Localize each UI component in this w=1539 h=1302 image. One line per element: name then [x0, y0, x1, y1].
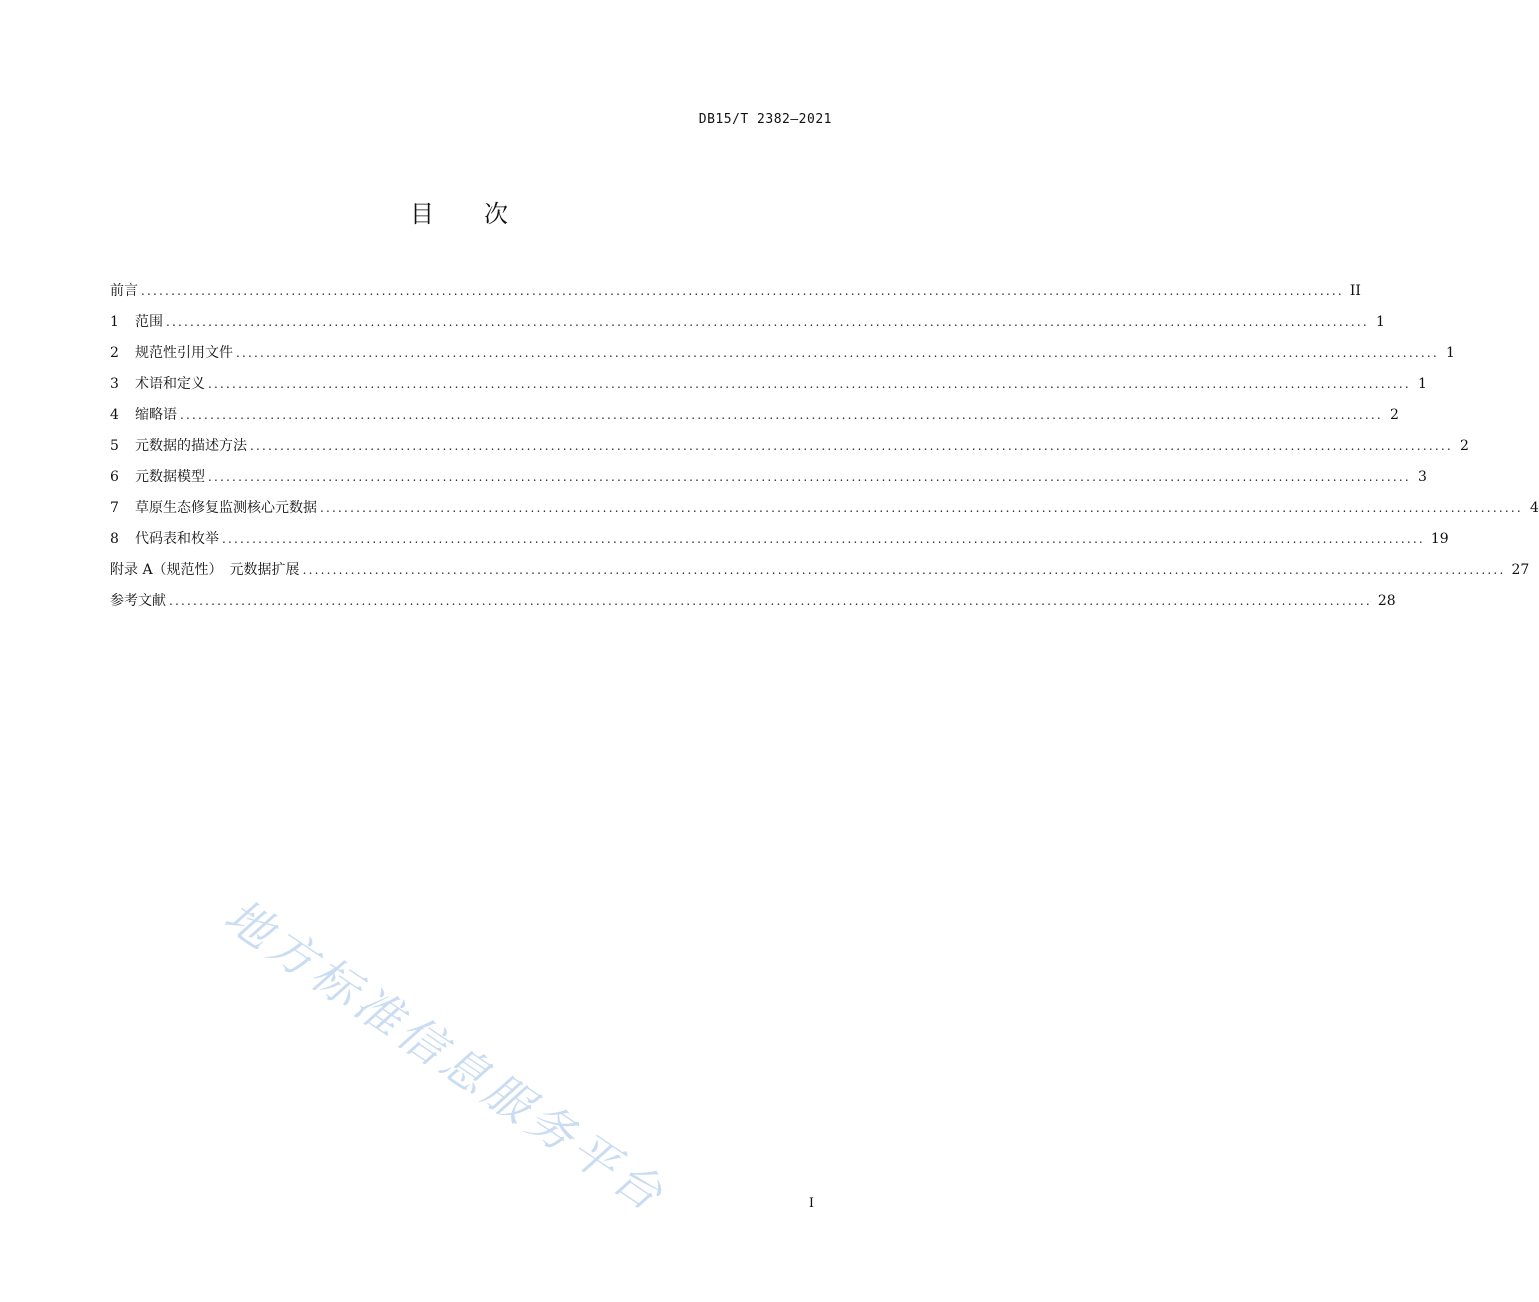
toc-leader-dots: ........................................................................................................................................................................................................: [222, 532, 1425, 546]
toc-entry-text: 代码表和枚举: [135, 531, 219, 547]
toc-leader-dots: ........................................................................................................................................................................................................: [250, 439, 1453, 453]
toc-entry-number: 4: [110, 407, 119, 423]
toc-entry-number: 7: [110, 500, 119, 516]
toc-entry-metadata-model[interactable]: [110, 465, 1427, 496]
toc-entry-text: 范围: [135, 314, 163, 330]
toc-entry-text: 缩略语: [135, 407, 177, 423]
toc-entry-page: 28: [1377, 593, 1396, 609]
toc-entry-scope[interactable]: [110, 310, 1385, 341]
toc-entry-text: 规范性引用文件: [135, 345, 233, 361]
toc-title-char-2: 次: [484, 200, 510, 228]
toc-title-char-1: 目: [410, 200, 436, 228]
toc-entry-page: 1: [1375, 314, 1385, 330]
table-of-contents: [110, 279, 1539, 620]
toc-entry-core-metadata[interactable]: [110, 496, 1539, 527]
toc-leader-dots: ........................................................................................................................................................................................................: [169, 594, 1372, 608]
toc-entry-page: II: [1349, 283, 1361, 299]
toc-entry-text: 附录 A（规范性） 元数据扩展: [110, 562, 300, 578]
watermark: 地方标准信息服务平台: [215, 888, 677, 1224]
toc-leader-dots: ........................................................................................................................................................................................................: [166, 315, 1369, 329]
toc-leader-dots: ........................................................................................................................................................................................................: [180, 408, 1383, 422]
toc-leader-dots: ........................................................................................................................................................................................................: [208, 470, 1411, 484]
toc-entry-number: 8: [110, 531, 119, 547]
toc-entry-page: 3: [1417, 469, 1427, 485]
toc-leader-dots: ........................................................................................................................................................................................................: [236, 346, 1439, 360]
toc-entry-number: 6: [110, 469, 119, 485]
toc-entry-abbreviations[interactable]: [110, 403, 1399, 434]
toc-leader-dots: ........................................................................................................................................................................................................: [208, 377, 1411, 391]
toc-entry-number: 2: [110, 345, 119, 361]
toc-title: [0, 194, 920, 229]
toc-entry-description-method[interactable]: [110, 434, 1469, 465]
toc-entry-page: 2: [1389, 407, 1399, 423]
toc-entry-number: 3: [110, 376, 119, 392]
toc-entry-foreword[interactable]: [110, 279, 1361, 310]
toc-entry-text: 元数据的描述方法: [135, 438, 247, 454]
toc-leader-dots: ........................................................................................................................................................................................................: [320, 501, 1523, 515]
toc-entry-code-lists[interactable]: [110, 527, 1449, 558]
toc-entry-page: 19: [1430, 531, 1449, 547]
toc-entry-text: 术语和定义: [135, 376, 205, 392]
toc-entry-text: 参考文献: [110, 593, 166, 609]
toc-entry-page: 1: [1445, 345, 1455, 361]
toc-entry-terms-definitions[interactable]: [110, 372, 1427, 403]
toc-entry-page: 4: [1529, 500, 1539, 516]
toc-entry-appendix-a[interactable]: [110, 558, 1530, 589]
toc-entry-text: 前言: [110, 283, 138, 299]
page-number: I: [808, 1196, 814, 1211]
toc-entry-text: 草原生态修复监测核心元数据: [135, 500, 317, 516]
toc-entry-normative-references[interactable]: [110, 341, 1455, 372]
toc-entry-page: 27: [1511, 562, 1530, 578]
document-code: DB15/T 2382—2021: [698, 112, 832, 127]
toc-leader-dots: ........................................................................................................................................................................................................: [302, 563, 1506, 577]
toc-leader-dots: ........................................................................................................................................................................................................: [141, 284, 1344, 298]
toc-entry-number: 1: [110, 314, 119, 330]
toc-entry-page: 1: [1417, 376, 1427, 392]
toc-entry-page: 2: [1459, 438, 1469, 454]
toc-entry-bibliography[interactable]: [110, 589, 1396, 620]
toc-entry-text: 元数据模型: [135, 469, 205, 485]
toc-entry-number: 5: [110, 438, 119, 454]
